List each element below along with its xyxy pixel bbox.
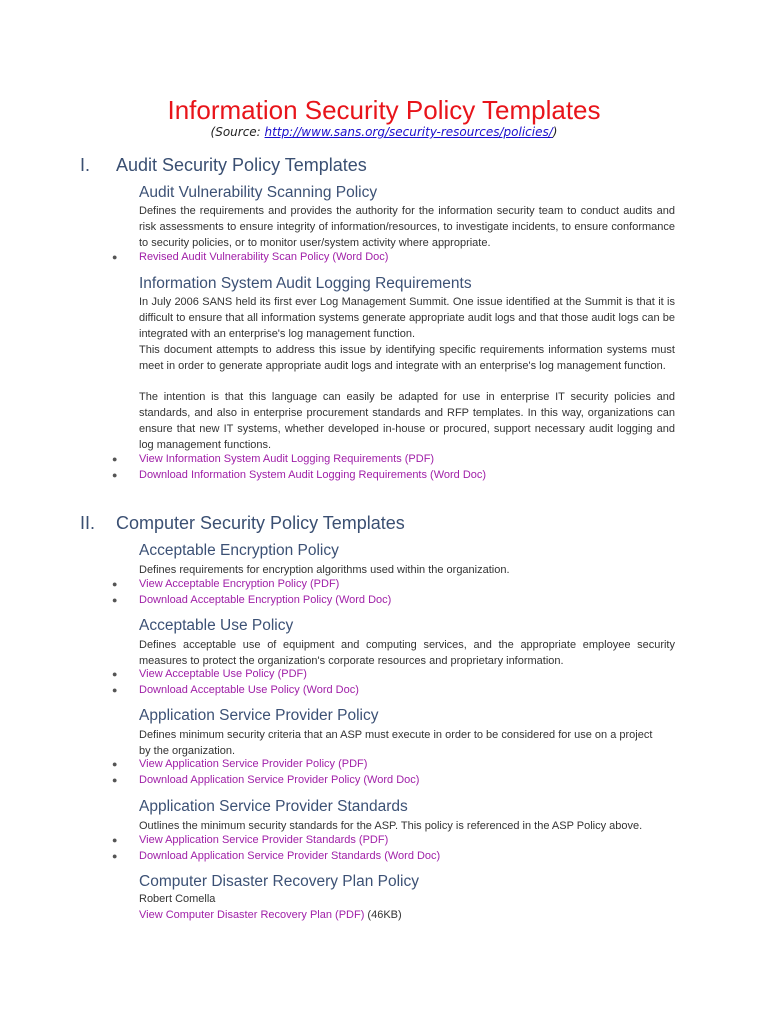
- list-item: [112, 850, 440, 862]
- policy-description: In July 2006 SANS held its first ever Log Management Summit. One issue identified at the Summit is that it is difficult to ensure that all information systems generate appropriate audit logs and that those audit logs can be integrated with an enterprise's log management function.: [139, 296, 675, 340]
- policy-link[interactable]: View Computer Disaster Recovery Plan (PDF): [139, 909, 365, 921]
- bullet-icon: ●: [112, 454, 118, 464]
- policy-description: Defines the requirements and provides the authority for the information security team to conduct audits and risk assessments to ensure integrity of information/resources, to investigate incidents, to ensure conformance to security policies, or to monitor user/system activity where appropriate.: [139, 205, 675, 249]
- list-item: [112, 774, 419, 786]
- bullet-icon: ●: [112, 595, 118, 605]
- section-title: Audit Security Policy Templates: [116, 155, 367, 175]
- list-item: [112, 668, 307, 680]
- bullet-icon: ●: [112, 470, 118, 480]
- policy-link[interactable]: View Acceptable Encryption Policy (PDF): [139, 578, 340, 590]
- author-name: Robert Comella: [139, 893, 216, 905]
- section-heading-computer: [80, 513, 405, 534]
- policy-link[interactable]: View Acceptable Use Policy (PDF): [139, 668, 307, 680]
- policy-description: Defines requirements for encryption algorithms used within the organization.: [139, 564, 510, 576]
- source-link[interactable]: http://www.sans.org/security-resources/policies/: [264, 125, 553, 139]
- policy-heading: Application Service Provider Policy: [139, 707, 379, 724]
- policy-link[interactable]: Download Acceptable Use Policy (Word Doc): [139, 684, 359, 696]
- bullet-icon: ●: [112, 669, 118, 679]
- section-number: I.: [80, 155, 91, 175]
- policy-heading: Acceptable Use Policy: [139, 617, 294, 634]
- policy-heading: Acceptable Encryption Policy: [139, 542, 339, 559]
- list-item: [112, 469, 486, 481]
- list-item: [112, 684, 359, 696]
- policy-heading: Application Service Provider Standards: [139, 798, 408, 815]
- policy-heading: Information System Audit Logging Requirements: [139, 275, 472, 292]
- plain-link-line: [139, 909, 402, 921]
- file-size: (46KB): [364, 909, 402, 921]
- policy-link[interactable]: Revised Audit Vulnerability Scan Policy (Word Doc): [139, 251, 389, 263]
- source-prefix: (Source:: [210, 125, 265, 139]
- policy-description: The intention is that this language can easily be adapted for use in enterprise IT security policies and standards, and also in enterprise procurement standards and RFP templates. In this way, organizations can ensure that new IT systems, whether developed in-house or procured, support necessary audit logging and log management functions.: [139, 391, 675, 451]
- bullet-icon: ●: [112, 579, 118, 589]
- list-item: [112, 251, 388, 263]
- policy-link[interactable]: View Information System Audit Logging Requirements (PDF): [139, 453, 435, 465]
- bullet-icon: ●: [112, 685, 118, 695]
- bullet-icon: ●: [112, 835, 118, 845]
- policy-description: This document attempts to address this issue by identifying specific requirements information systems must meet in order to generate appropriate audit logs and integrate with an enterprise's log management function.: [139, 344, 675, 372]
- policy-link[interactable]: View Application Service Provider Standards (PDF): [139, 834, 389, 846]
- policy-link[interactable]: Download Application Service Provider Policy (Word Doc): [139, 774, 420, 786]
- policy-link[interactable]: Download Application Service Provider Standards (Word Doc): [139, 850, 441, 862]
- policy-heading: Audit Vulnerability Scanning Policy: [139, 184, 378, 201]
- policy-link[interactable]: Download Information System Audit Logging Requirements (Word Doc): [139, 469, 487, 481]
- list-item: [112, 834, 388, 846]
- list-item: [112, 453, 434, 465]
- policy-link[interactable]: View Application Service Provider Policy (PDF): [139, 758, 368, 770]
- bullet-icon: ●: [112, 851, 118, 861]
- list-item: [112, 578, 339, 590]
- document-title: Information Security Policy Templates: [167, 95, 601, 125]
- source-line: [0, 125, 768, 139]
- list-item: [112, 594, 391, 606]
- section-title: Computer Security Policy Templates: [116, 513, 405, 533]
- policy-description: Defines acceptable use of equipment and computing services, and the appropriate employee security measures to protect the organization's corporate resources and proprietary information.: [139, 639, 675, 667]
- policy-description: Outlines the minimum security standards for the ASP. This policy is referenced in the ASP Policy above.: [139, 820, 643, 832]
- source-suffix: ): [552, 125, 558, 139]
- policy-link[interactable]: Download Acceptable Encryption Policy (Word Doc): [139, 594, 392, 606]
- bullet-icon: ●: [112, 759, 118, 769]
- section-heading-audit: [80, 155, 367, 176]
- bullet-icon: ●: [112, 775, 118, 785]
- bullet-icon: ●: [112, 252, 118, 262]
- policy-description: Defines minimum security criteria that an ASP must execute in order to be considered for use on a project by the organization.: [139, 729, 653, 757]
- policy-heading: Computer Disaster Recovery Plan Policy: [139, 873, 419, 890]
- list-item: [112, 758, 367, 770]
- section-number: II.: [80, 513, 96, 533]
